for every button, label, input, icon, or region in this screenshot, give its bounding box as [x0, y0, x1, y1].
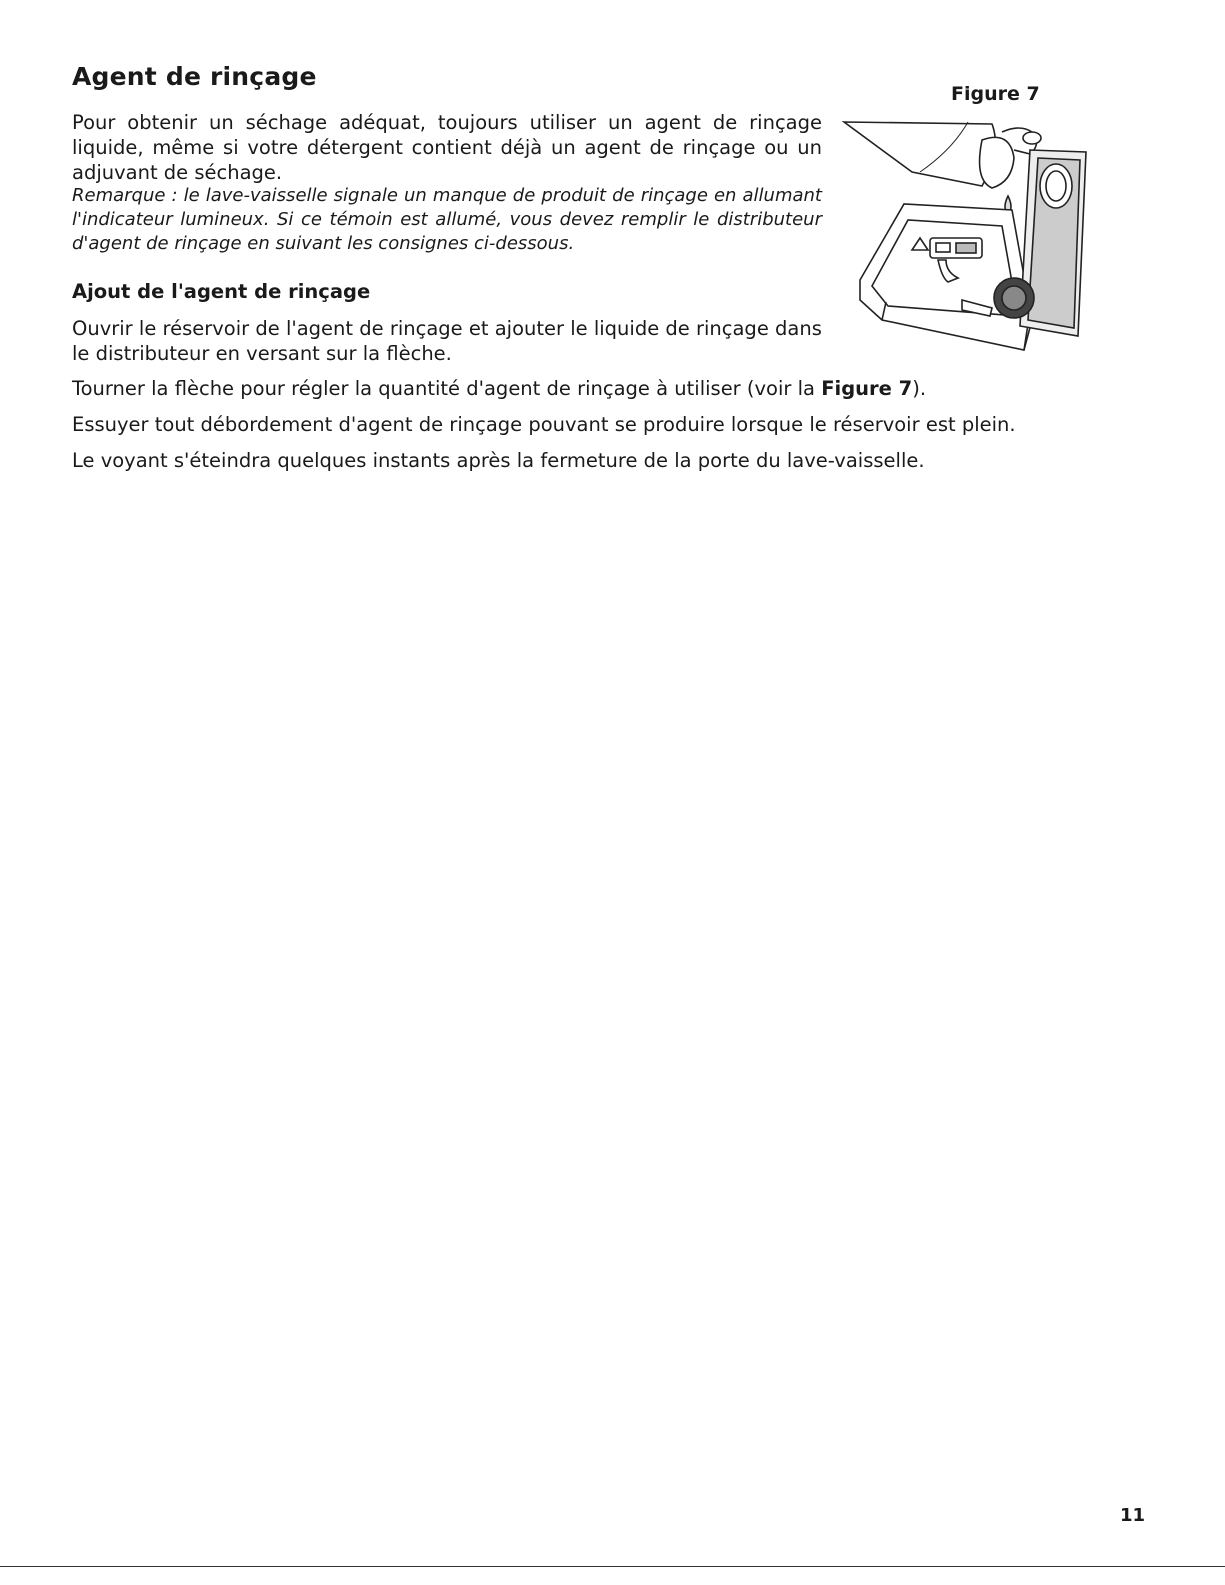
section-title: Agent de rinçage	[72, 62, 317, 91]
subsection-title: Ajout de l'agent de rinçage	[72, 280, 371, 303]
open-instruction: Ouvrir le réservoir de l'agent de rinçage et ajouter le liquide de rinçage dans le distributeur en versant sur la flèche.	[72, 317, 822, 365]
intro-paragraph: Pour obtenir un séchage adéquat, toujours utiliser un agent de rinçage liquide, même si votre détergent contient déjà un agent de rinçage ou un adjuvant de séchage.	[72, 111, 822, 184]
page-bottom-rule	[0, 1566, 1225, 1567]
note-paragraph: Remarque : le lave-vaisselle signale un manque de produit de rinçage en allumant l'indicateur lumineux. Si ce témoin est allumé, vous devez remplir le distributeur d'agent de rinçage en suivant les consignes ci-dessous.	[72, 185, 822, 254]
figure-7-illustration	[842, 110, 1092, 360]
turn-text: Tourner la flèche pour régler la quantité d'agent de rinçage à utiliser (voir la	[72, 377, 822, 400]
lamp-instruction: Le voyant s'éteindra quelques instants après la fermeture de la porte du lave-vaisselle.	[72, 449, 925, 472]
wipe-instruction: Essuyer tout débordement d'agent de rinçage pouvant se produire lorsque le réservoir est plein.	[72, 413, 1016, 436]
rinse-aid-bottle-icon	[844, 122, 995, 186]
figure-reference: Figure 7	[821, 377, 913, 400]
figure-label: Figure 7	[951, 83, 1040, 105]
turn-text-end: ).	[912, 377, 927, 400]
turn-instruction	[72, 376, 1172, 401]
page-number: 11	[1120, 1505, 1146, 1526]
